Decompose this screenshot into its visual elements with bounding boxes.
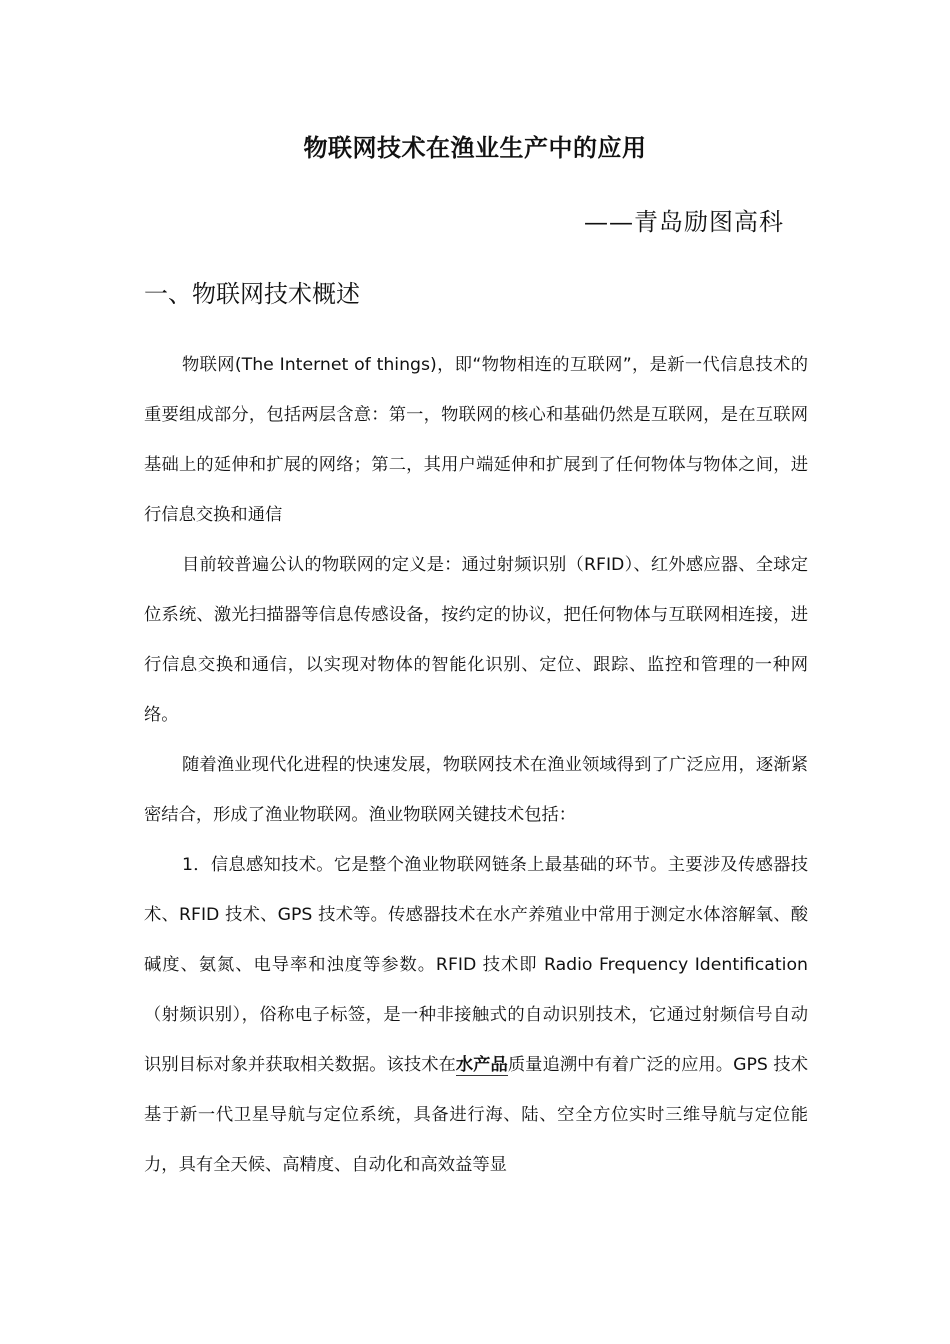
document-body bbox=[144, 340, 808, 1190]
document-byline: ——青岛励图高科 bbox=[584, 208, 784, 236]
section-heading: 一、物联网技术概述 bbox=[144, 280, 360, 308]
paragraph-sensing-technology bbox=[144, 840, 808, 1190]
document-title: 物联网技术在渔业生产中的应用 bbox=[303, 134, 647, 162]
paragraph-fishery-iot: 随着渔业现代化进程的快速发展，物联网技术在渔业领域得到了广泛应用，逐渐紧密结合，形成了渔业物联网。渔业物联网关键技术包括： bbox=[144, 755, 808, 825]
aquatic-products-link[interactable]: 水产品 bbox=[455, 1055, 508, 1075]
paragraph-text-before-link: 1．信息感知技术。它是整个渔业物联网链条上最基础的环节。主要涉及传感器技术、RFID 技术、GPS 技术等。传感器技术在水产养殖业中常用于测定水体溶解氧、酸碱度、氨氮、电导率和浊度等参数。RFID 技术即 Radio Frequency Identification（射频识别），俗称电子标签，是一种非接触式的自动识别技术，它通过射频信号自动识别目标对象并获取相关数据。该技术在 bbox=[144, 855, 808, 1075]
paragraph-iot-intro: 物联网(The Internet of things)，即“物物相连的互联网”，是新一代信息技术的重要组成部分，包括两层含意：第一，物联网的核心和基础仍然是互联网，是在互联网基础上的延伸和扩展的网络；第二，其用户端延伸和扩展到了任何物体与物体之间，进行信息交换和通信 bbox=[144, 355, 808, 525]
paragraph-iot-definition: 目前较普遍公认的物联网的定义是：通过射频识别（RFID）、红外感应器、全球定位系统、激光扫描器等信息传感设备，按约定的协议，把任何物体与互联网相连接，进行信息交换和通信，以实现对物体的智能化识别、定位、跟踪、监控和管理的一种网络。 bbox=[144, 555, 808, 725]
paragraph-text-after-link: 质量追溯中有着广泛的应用。GPS 技术基于新一代卫星导航与定位系统，具备进行海、陆、空全方位实时三维导航与定位能力，具有全天候、高精度、自动化和高效益等显 bbox=[144, 1055, 808, 1175]
